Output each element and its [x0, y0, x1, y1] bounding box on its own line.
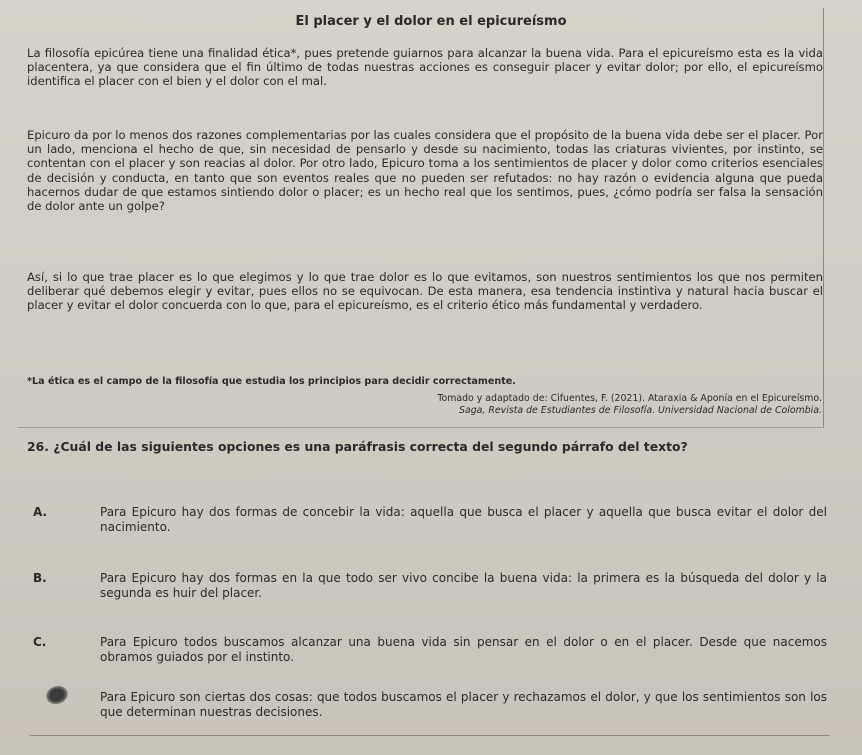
option-b[interactable]: [27, 571, 827, 601]
paragraph-2: Epicuro da por lo menos dos razones complementarias por las cuales considera que el propósito de la buena vida debe ser el placer. Por un lado, menciona el hecho de que, sin necesidad de pensarlo y desde su nacimiento, todas las criaturas vivientes, por instinto, se contentan con el placer y son reacias al dolor. Por otro lado, Epicuro toma a los sentimientos de placer y dolor como criterios esenciales de decisión y conducta, en tanto que son eventos reales que no pueden ser refutados: no hay razón o evidencia alguna que pueda hacernos dudar de que estamos sintiendo dolor o placer; es un hecho real que los sentimos, pues, ¿cómo podría ser falsa la sensación de dolor ante un golpe?: [27, 128, 823, 214]
option-a-text: Para Epicuro hay dos formas de concebir la vida: aquella que busca el placer y aquella que busca evitar el dolor del nacimiento.: [100, 505, 827, 534]
source-citation: [302, 393, 822, 417]
option-d[interactable]: [27, 690, 827, 720]
option-b-text: Para Epicuro hay dos formas en la que todo ser vivo concibe la buena vida: la primera es la búsqueda del dolor y la segunda es huir del placer.: [100, 571, 827, 600]
footnote: *La ética es el campo de la filosofía que estudia los principios para decidir correctamente.: [27, 376, 516, 387]
option-c[interactable]: [27, 635, 827, 665]
source-line-2: Saga, Revista de Estudiantes de Filosofía. Universidad Nacional de Colombia.: [459, 405, 822, 416]
divider-line: [30, 735, 830, 736]
option-a-letter: A.: [33, 505, 48, 519]
option-c-text: Para Epicuro todos buscamos alcanzar una buena vida sin pensar en el dolor o en el placer. Desde que nacemos obramos guiados por el instinto.: [100, 635, 827, 664]
reading-title: El placer y el dolor en el epicureísmo: [295, 14, 567, 29]
paragraph-3: Así, si lo que trae placer es lo que elegimos y lo que trae dolor es lo que evitamos, son nuestros sentimientos los que nos permiten deliberar qué debemos elegir y evitar, pues ellos no se equivocan. De esta manera, esa tendencia instintiva y natural hacia buscar el placer y evitar el dolor concuerda con lo que, para el epicureísmo, es el criterio ético más fundamental y verdadero.: [27, 270, 823, 313]
paragraph-1: La filosofía epicúrea tiene una finalidad ética*, pues pretende guiarnos para alcanzar la buena vida. Para el epicureísmo esta es la vida placentera, ya que considera que el fin último de todas nuestras acciones es conseguir placer y evitar dolor; por ello, el epicureísmo identifica el placer con el bien y el dolor con el mal.: [27, 46, 823, 89]
source-line-1: Tomado y adaptado de: Cifuentes, F. (2021). Ataraxia & Aponía en el Epicureísmo.: [437, 393, 822, 404]
question-26: [27, 439, 817, 454]
option-d-text: Para Epicuro son ciertas dos cosas: que todos buscamos el placer y rechazamos el dolor, y que los sentimientos son los que determinan nuestras decisiones.: [100, 690, 827, 719]
question-text: ¿Cuál de las siguientes opciones es una paráfrasis correcta del segundo párrafo del texto?: [53, 439, 688, 454]
option-a[interactable]: [27, 505, 827, 535]
option-c-letter: C.: [33, 635, 47, 649]
option-b-letter: B.: [33, 571, 47, 585]
question-number: 26.: [27, 439, 49, 454]
